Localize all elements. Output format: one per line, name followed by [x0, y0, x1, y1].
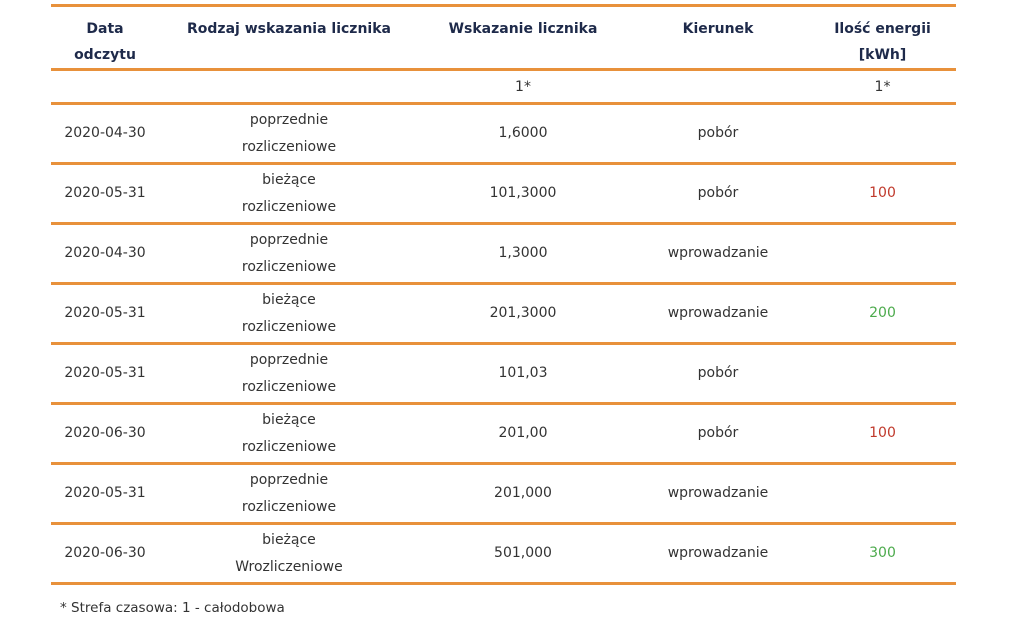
date-cell: 2020-06-30	[64, 425, 146, 441]
energy-cell	[809, 224, 956, 284]
direction-cell: pobór	[697, 125, 739, 141]
type-line2: rozliczeniowe	[241, 318, 337, 335]
meter-readings-table	[51, 4, 956, 585]
type-cell	[159, 464, 419, 524]
energy-cell	[809, 464, 956, 524]
type-line2: rozliczeniowe	[241, 498, 337, 515]
type-line1: bieżące	[262, 531, 316, 548]
table-row	[51, 164, 956, 224]
type-cell	[159, 224, 419, 284]
header-date-line1: Data	[86, 21, 124, 37]
date-cell: 2020-06-30	[64, 545, 146, 561]
reading-cell: 101,3000	[489, 185, 557, 201]
type-line1: poprzednie	[249, 471, 329, 488]
type-line1: bieżące	[262, 171, 316, 188]
direction-cell: pobór	[697, 185, 739, 201]
type-line2: rozliczeniowe	[241, 198, 337, 215]
table-row	[51, 104, 956, 164]
energy-cell: 100	[869, 425, 896, 441]
table-row	[51, 524, 956, 584]
direction-cell: pobór	[697, 425, 739, 441]
date-cell: 2020-05-31	[64, 365, 146, 381]
reading-cell: 201,000	[494, 485, 552, 501]
type-line2: rozliczeniowe	[241, 258, 337, 275]
header-energy-line2: [kWh]	[858, 47, 907, 63]
zone-date-cell	[51, 70, 159, 104]
table-row	[51, 344, 956, 404]
reading-cell: 501,000	[494, 545, 552, 561]
table-row	[51, 404, 956, 464]
direction-cell: pobór	[697, 365, 739, 381]
header-date	[51, 6, 159, 70]
table-row	[51, 224, 956, 284]
energy-cell	[809, 104, 956, 164]
type-cell	[159, 404, 419, 464]
direction-cell: wprowadzanie	[667, 245, 769, 261]
direction-cell: wprowadzanie	[667, 545, 769, 561]
reading-cell: 1,3000	[498, 245, 548, 261]
type-cell	[159, 344, 419, 404]
header-energy-line1: Ilość energii	[834, 21, 931, 37]
direction-cell: wprowadzanie	[667, 485, 769, 501]
type-cell	[159, 524, 419, 584]
time-zone-footnote: * Strefa czasowa: 1 - całodobowa	[60, 600, 285, 616]
zone-type-cell	[159, 70, 419, 104]
header-energy	[809, 6, 956, 70]
header-date-line2: odczytu	[74, 47, 136, 63]
energy-cell: 300	[869, 545, 896, 561]
time-zone-row	[51, 70, 956, 104]
header-direction: Kierunek	[682, 21, 754, 37]
date-cell: 2020-05-31	[64, 305, 146, 321]
header-reading: Wskazanie licznika	[448, 21, 598, 37]
type-line1: poprzednie	[249, 351, 329, 368]
date-cell: 2020-04-30	[64, 245, 146, 261]
type-cell	[159, 284, 419, 344]
date-cell: 2020-05-31	[64, 485, 146, 501]
type-line1: poprzednie	[249, 111, 329, 128]
table-header-row	[51, 6, 956, 70]
table-row	[51, 284, 956, 344]
type-line2: Wrozliczeniowe	[235, 558, 343, 575]
meter-readings-table-container	[51, 4, 956, 585]
reading-cell: 201,00	[498, 425, 548, 441]
zone-direction-cell	[627, 70, 809, 104]
direction-cell: wprowadzanie	[667, 305, 769, 321]
reading-cell: 201,3000	[489, 305, 557, 321]
energy-cell: 100	[869, 185, 896, 201]
zone-reading-cell: 1*	[515, 78, 531, 95]
date-cell: 2020-05-31	[64, 185, 146, 201]
type-line1: poprzednie	[249, 231, 329, 248]
type-line2: rozliczeniowe	[241, 138, 337, 155]
type-line2: rozliczeniowe	[241, 438, 337, 455]
table-row	[51, 464, 956, 524]
type-line1: bieżące	[262, 411, 316, 428]
type-cell	[159, 104, 419, 164]
type-cell	[159, 164, 419, 224]
zone-energy-cell: 1*	[874, 78, 891, 95]
type-line1: bieżące	[262, 291, 316, 308]
energy-cell	[809, 344, 956, 404]
reading-cell: 101,03	[498, 365, 548, 381]
date-cell: 2020-04-30	[64, 125, 146, 141]
reading-cell: 1,6000	[498, 125, 548, 141]
header-type: Rodzaj wskazania licznika	[187, 21, 391, 37]
type-line2: rozliczeniowe	[241, 378, 337, 395]
energy-cell: 200	[869, 305, 896, 321]
